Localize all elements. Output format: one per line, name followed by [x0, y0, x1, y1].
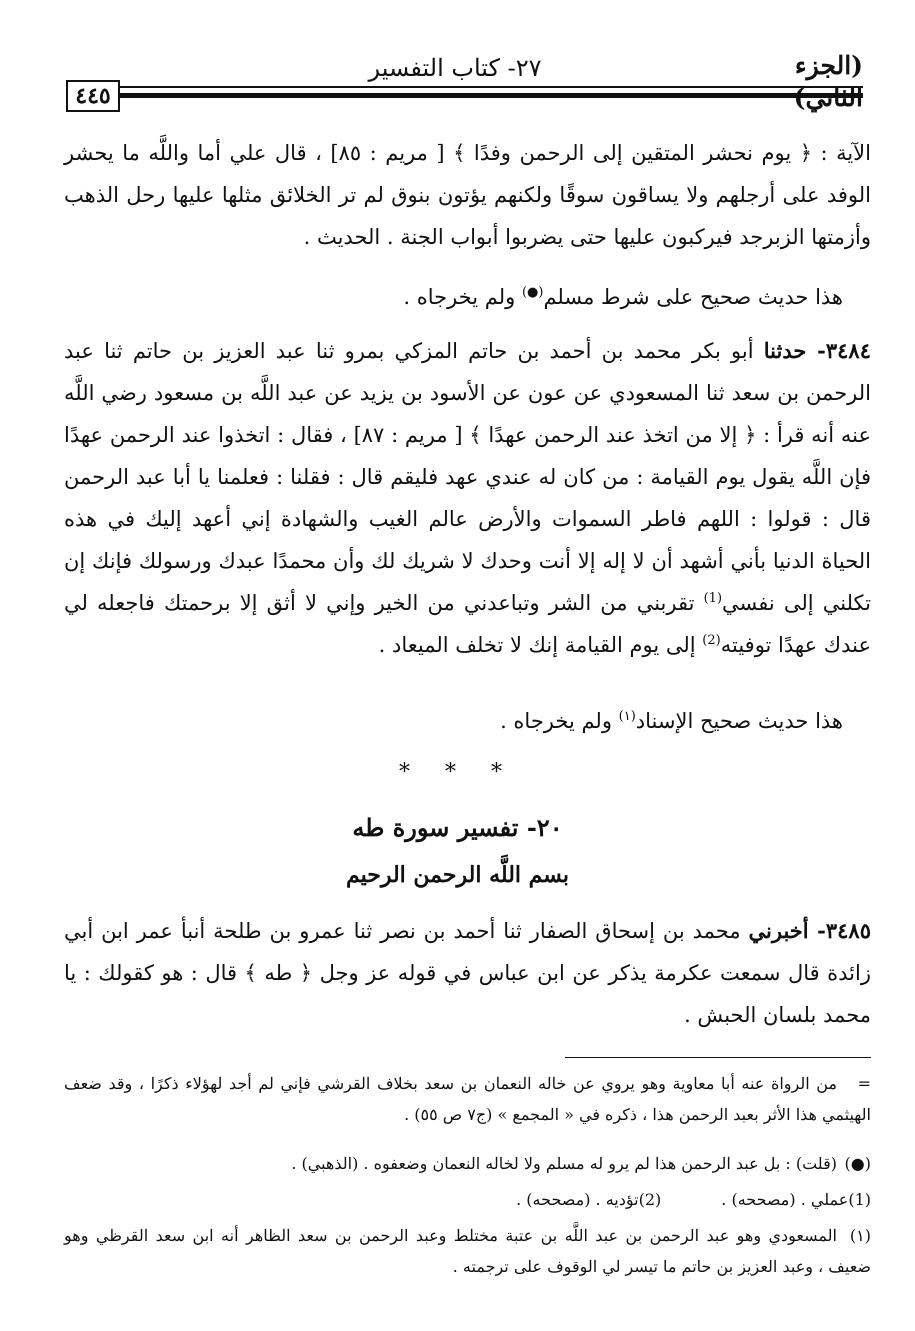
- paragraph-grading-2: [64, 700, 871, 742]
- hadith-3485-lead: ٣٤٨٥- أخبرني: [748, 918, 871, 943]
- paragraph-ayah-hashr: الآية : ﴿ يوم نحشر المتقين إلى الرحمن وفدًا ﴾ [ مريم : ٨٥] ، قال علي أما واللَّه ما يحشر الوفد على أرجلهم ولا يساقون سوقًا ولكنهم يؤتون بنوق لم تر الخلائق مثلها عليها رحل الذهب وأزمتها الزبرجد فيركبون عليها حتى يضربوا أبواب الجنة . الحديث .: [64, 141, 871, 249]
- hadith-3485-text: محمد بن إسحاق الصفار ثنا أحمد بن نصر ثنا عمرو بن طلحة أنبأ عمر ابن أبي زائدة قال سمعت عكرمة يذكر عن ابن عباس في قوله عز وجل ﴿ طه ﴾ قال : هو كقولك : يا محمد بلسان الحبش .: [64, 919, 871, 1027]
- hadith-3484: [64, 330, 871, 666]
- footnote-2-mark: (2): [638, 1190, 662, 1209]
- footnote-ref-arabic-1: (١): [618, 709, 636, 724]
- footnote-continued: [64, 1068, 871, 1130]
- footnote-2: [516, 1184, 661, 1215]
- grading-2-tail: ولم يخرجاه .: [500, 709, 619, 733]
- footnote-row-1-2: [64, 1184, 871, 1215]
- section-divider-stars: * * *: [399, 760, 516, 785]
- grading-text: هذا حديث صحيح على شرط مسلم: [543, 285, 843, 309]
- grading-tail: ولم يخرجاه .: [403, 285, 522, 309]
- footnote-ref-dot: (●): [521, 285, 544, 300]
- footnote-continued-text: من الرواة عنه أبا معاوية وهو يروي عن خاله النعمان بن سعد بخلاف القرشي فإني لم أجد لهؤلاء ذكرًا ، وقد ضعف الهيثمي هذا الأثر بعبد الرحمن هذا ، ذكره في « المجمع » (ج٧ ص ٥٥) .: [64, 1074, 871, 1124]
- hadith-3485: [64, 910, 871, 1036]
- footnote-1-mark: (1): [848, 1190, 871, 1209]
- footnote-separator: [565, 1057, 871, 1058]
- footnote-ref-1: (1): [703, 591, 723, 606]
- hadith-3484-lead: ٣٤٨٤- حدثنا: [763, 338, 871, 363]
- basmala: بسم اللَّه الرحمن الرحيم: [345, 862, 570, 888]
- footnote-dot-mark: (●): [844, 1154, 871, 1173]
- footnote-arabic-1: [64, 1220, 871, 1282]
- section-title: ٢٠- تفسير سورة طه: [352, 813, 563, 842]
- footnote-arabic-1-text: المسعودي وهو عبد الرحمن بن عبد اللَّه بن عتبة مختلط وعبد الرحمن بن سعد الظاهر أنه ابن سعد القرظي وهو ضعيف ، وعبد العزيز بن حاتم ما تيسر لي الوقوف على ترجمته .: [64, 1226, 871, 1276]
- part-title: (الجزء الثاني): [793, 51, 863, 112]
- footnote-1-text: عملي . (مصححه) .: [721, 1190, 849, 1209]
- book-title: ٢٧- كتاب التفسير: [368, 54, 542, 82]
- header-rule-thick: [120, 93, 863, 98]
- footnote-1: [721, 1184, 871, 1215]
- hadith-3484-text-b: تقربني من الشر وتباعدني من الخير وإني لا أثق إلا برحمتك فاجعله لي عندك عهدًا توفيته: [64, 591, 871, 657]
- paragraph-grading-1: [64, 276, 871, 318]
- footnote-dot-text: (قلت) : بل عبد الرحمن هذا لم يرو له مسلم ولا لخاله النعمان وضعفوه . (الذهبي) .: [291, 1154, 837, 1173]
- header-rule-thin: [120, 86, 863, 88]
- footnote-2-text: تؤديه . (مصححه) .: [516, 1190, 639, 1209]
- footnote-dot: [64, 1148, 871, 1179]
- page-number: ٤٤٥: [66, 80, 120, 112]
- footnote-ref-2: (2): [702, 633, 721, 648]
- hadith-3484-text-a: أبو بكر محمد بن أحمد بن حاتم المزكي بمرو ثنا عبد العزيز بن حاتم ثنا عبد الرحمن بن سعد ثنا المسعودي عن عون عن الأسود بن يزيد عن عبد اللَّه بن مسعود رضي اللَّه عنه أنه قرأ : ﴿ إلا من اتخذ عند الرحمن عهدًا ﴾ [ مريم : ٨٧] ، فقال : اتخذوا عند الرحمن عهدًا فإن اللَّه يقول يوم القيامة : من كان له عندي عهد فليقم قال : فقلنا : فعلمنا يا أبا عبد الرحمن قال : قولوا : اللهم فاطر السموات والأرض عالم الغيب والشهادة إني أعهد إليك في هذه الحياة الدنيا بأني أشهد أن لا إله إلا أنت وحدك لا شريك لك وأن محمدًا عبدك ورسولك فإنك إن تكلني إلى نفسي: [64, 339, 872, 615]
- footnote-arabic-1-mark: (١): [849, 1226, 871, 1245]
- grading-2-text: هذا حديث صحيح الإسناد: [635, 709, 843, 733]
- hadith-3484-text-c: إلى يوم القيامة إنك لا تخلف الميعاد .: [378, 633, 703, 657]
- footnote-continued-mark: =: [857, 1074, 871, 1093]
